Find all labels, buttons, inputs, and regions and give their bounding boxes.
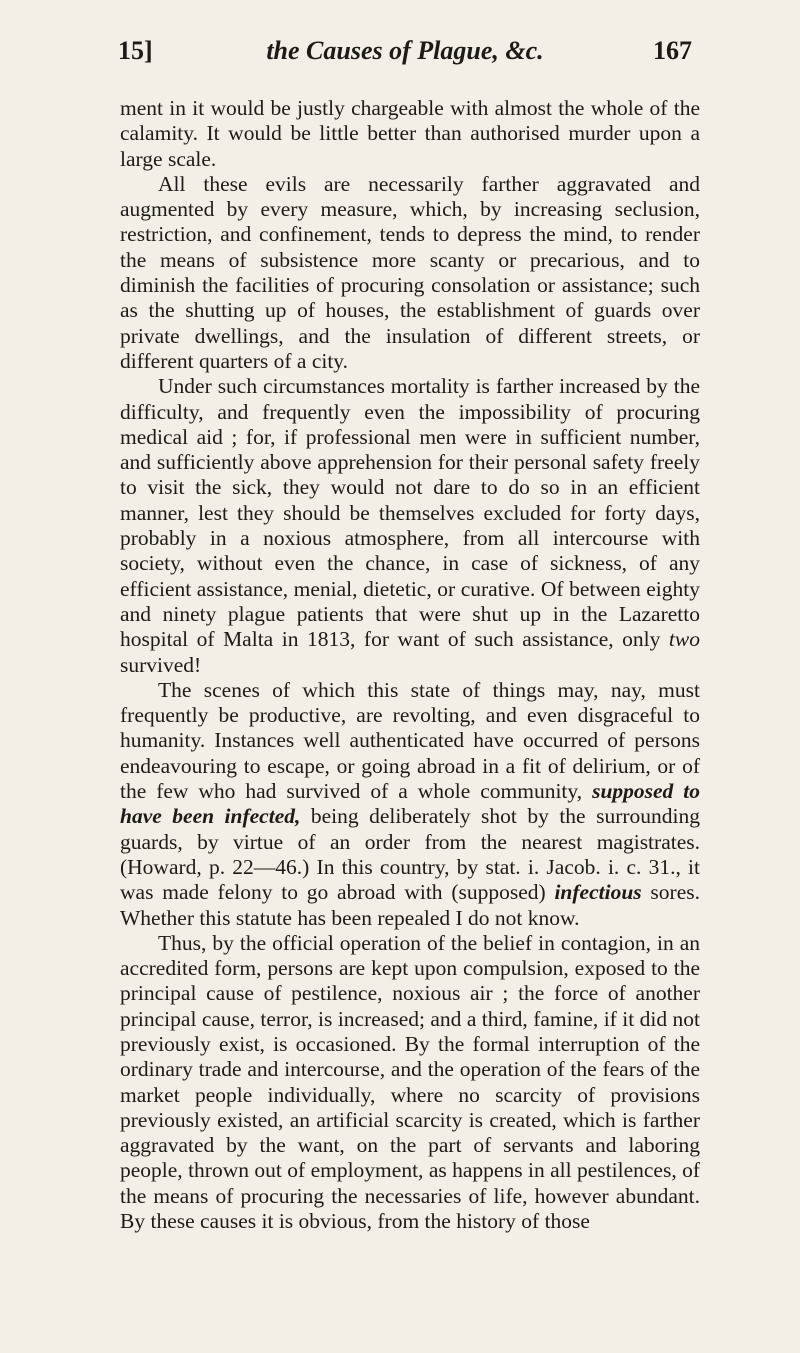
text-run: The scenes of which this state of things may, nay, must frequently be productive, are revolting, and even disgraceful to humanity. Instances well authenticated have occurred of persons endeavouring to escape, or going abroad in a fit of delirium, or of the few who had survived of a whole community, [120,677,700,804]
page-body [120,96,700,1234]
emphasis: supposed to have been infected, [120,779,700,829]
text-run: being deliberately shot by the surrounding guards, by virtue of an order from the nearest magistrates. (Howard, p. 22—46.) In this country, by stat. i. Jacob. i. c. 31., it was made felony to go abroad with (supposed) [120,804,700,905]
text-run: survived! [120,652,202,677]
emphasis: infectious [554,880,642,905]
paragraph [120,678,700,931]
paragraph [120,374,700,678]
emphasis: two [668,627,700,652]
paragraph: All these evils are necessarily farther aggravated and augmented by every measure, which, by increasing seclusion, restriction, and confinement, tends to depress the mind, to render the means of subsistence more scanty or precarious, and to diminish the facilities of procuring consolation or assistance; such as the shutting up of houses, the establishment of guards over private dwellings, and the insulation of different streets, or different quarters of a city. [120,171,700,373]
text-run: Under such circumstances mortality is farther increased by the difficulty, and frequently even the impossibility of procuring medical aid ; for, if professional men were in sufficient number, and sufficiently above apprehension for their personal safety freely to visit the sick, they would not dare to do so in an efficient manner, lest they should be themselves excluded for forty days, probably in a noxious atmosphere, from all intercourse with society, without even the chance, in case of sickness, of any efficient assistance, menial, dietetic, or curative. Of between eighty and ninety plague patients that were shut up in the Lazaretto hospital of Malta in 1813, for want of such assistance, only [120,374,700,652]
paragraph: Thus, by the official operation of the belief in contagion, in an accredited form, persons are kept upon compulsion, exposed to the principal cause of pestilence, noxious air ; the force of another principal cause, terror, is increased; and a third, famine, if it did not previously exist, is occasioned. By the formal interruption of the ordinary trade and intercourse, and the operation of the fears of the market people individually, where no scarcity of provisions previously existed, an artificial scarcity is created, which is farther aggravated by the want, on the part of servants and laboring people, thrown out of employment, as happens in all pestilences, of the means of procuring the necessaries of life, however abundant. By these causes it is obvious, from the history of those [120,930,700,1234]
running-header [118,36,692,76]
running-title: the Causes of Plague, &c. [266,36,544,65]
text-run: sores. Whether this statute has been repealed I do not know. [120,880,700,930]
page-number: 167 [653,36,692,65]
paragraph: ment in it would be justly chargeable with almost the whole of the calamity. It would be little better than authorised murder upon a large scale. [120,96,700,171]
page-ref: 15] [118,36,153,65]
